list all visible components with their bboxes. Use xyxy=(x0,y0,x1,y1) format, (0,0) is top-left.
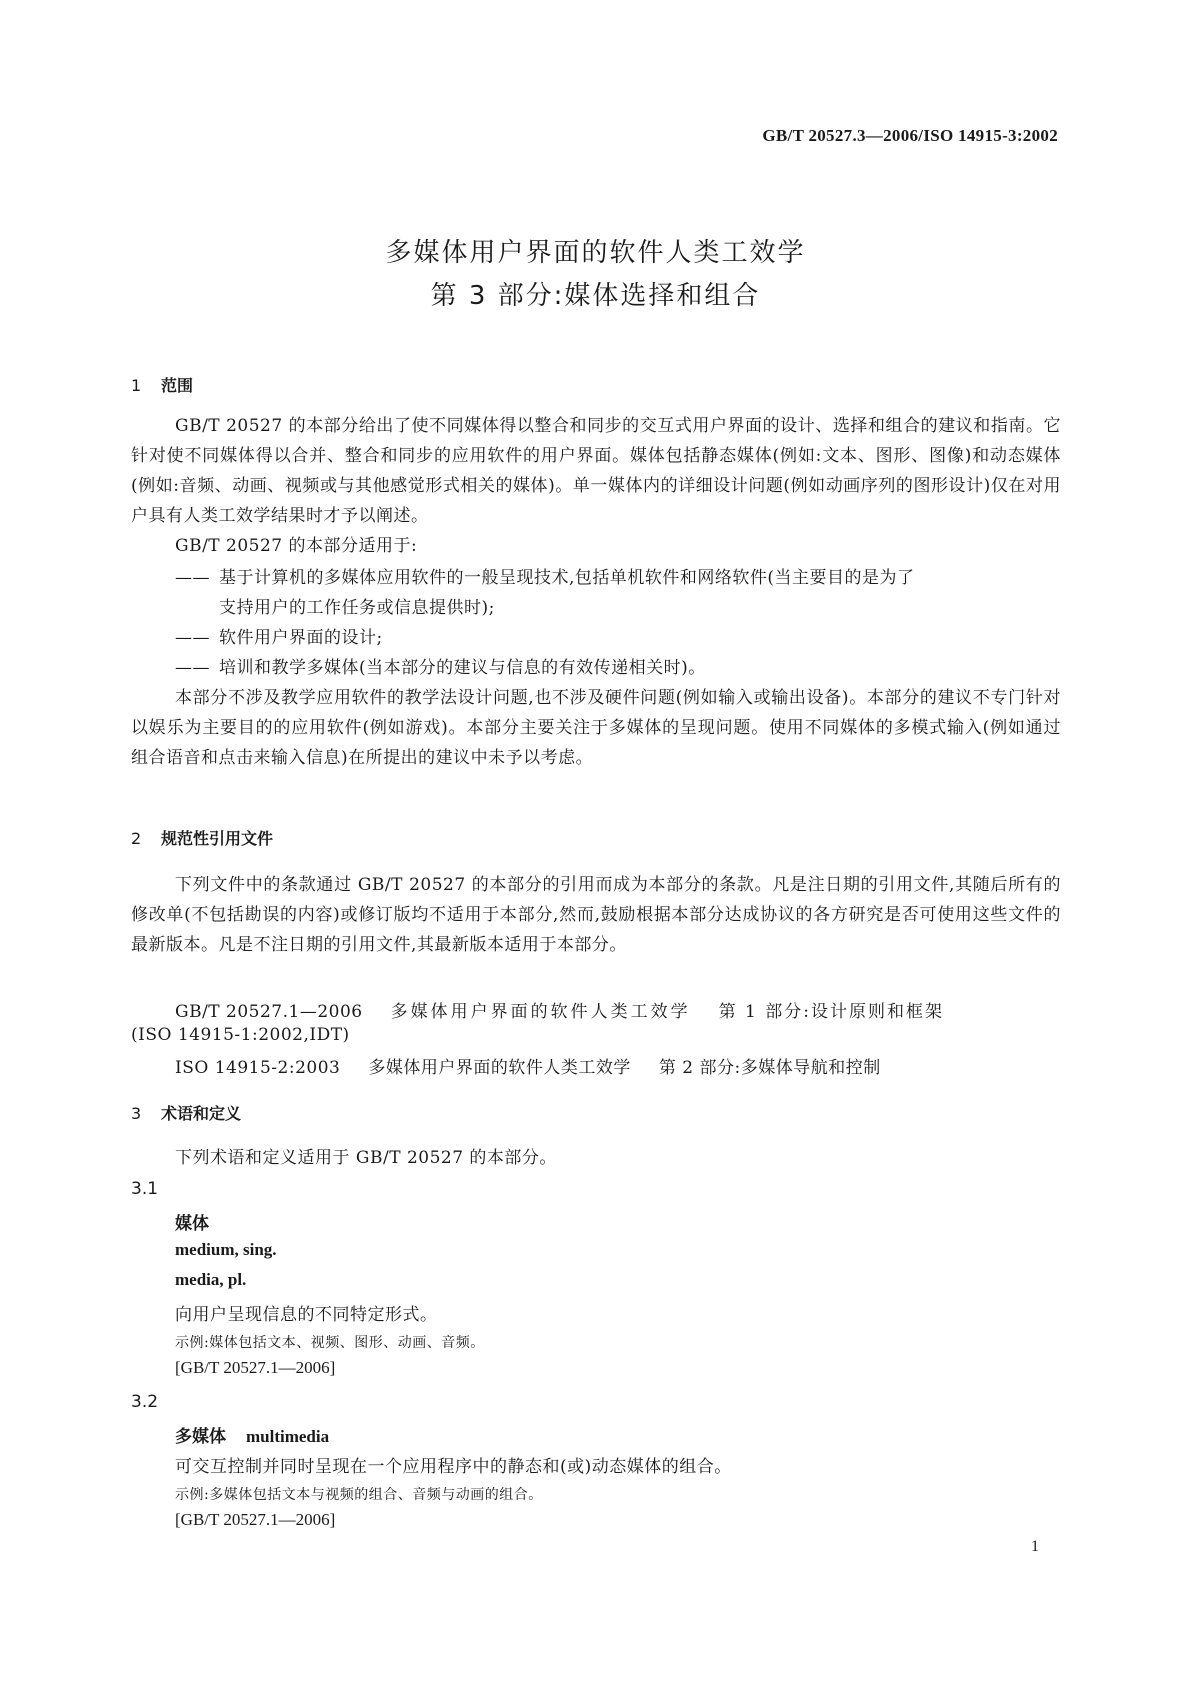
document-title-line2: 第 3 部分:媒体选择和组合 xyxy=(430,281,761,311)
dash-marker: —— xyxy=(175,568,210,588)
list-item xyxy=(175,653,1061,683)
term-number: 3.1 xyxy=(131,1179,159,1199)
page-number: 1 xyxy=(1031,1538,1039,1555)
reference-part: 第 1 部分:设计原则和框架 xyxy=(718,1002,944,1022)
term-definition: 可交互控制并同时呈现在一个应用程序中的静态和(或)动态媒体的组合。 xyxy=(175,1457,732,1477)
term-chinese: 媒体 xyxy=(175,1214,209,1234)
term-source: [GB/T 20527.1—2006] xyxy=(175,1358,336,1377)
term-source: [GB/T 20527.1—2006] xyxy=(175,1510,336,1529)
section-number: 2 xyxy=(131,829,142,848)
term-english-singular: medium, sing. xyxy=(175,1240,277,1259)
term-number: 3.2 xyxy=(131,1392,159,1412)
term-heading xyxy=(175,1422,329,1447)
section-1-paragraph-3: 本部分不涉及教学应用软件的教学法设计问题,也不涉及硬件问题(例如输入或输出设备)。本部分的建议不专门针对以娱乐为主要目的的应用软件(例如游戏)。本部分主要关注于多媒体的呈现问题。使用不同媒体的多模式输入(例如通过组合语音和点击来输入信息)在所提出的建议中未予以考虑。 xyxy=(131,688,1061,768)
section-3-paragraph-1: 下列术语和定义适用于 GB/T 20527 的本部分。 xyxy=(175,1148,557,1168)
section-title: 规范性引用文件 xyxy=(161,829,274,848)
section-title: 术语和定义 xyxy=(161,1104,242,1123)
term-definition: 向用户呈现信息的不同特定形式。 xyxy=(175,1305,438,1325)
normative-reference-2 xyxy=(175,1053,881,1078)
section-1-paragraph-2: GB/T 20527 的本部分适用于: xyxy=(175,536,418,556)
dash-marker: —— xyxy=(175,628,210,648)
term-chinese: 多媒体 xyxy=(175,1427,226,1447)
term-english-plural: media, pl. xyxy=(175,1270,247,1289)
term-example: 示例:多媒体包括文本与视频的组合、音频与动画的组合。 xyxy=(175,1487,543,1503)
list-item-continuation: 支持用户的工作任务或信息提供时); xyxy=(219,598,495,618)
section-3-heading xyxy=(131,1101,241,1124)
standard-id: GB/T 20527.3—2006/ISO 14915-3:2002 xyxy=(762,126,1058,145)
reference-code: ISO 14915-2:2003 xyxy=(175,1058,341,1078)
document-title-line1: 多媒体用户界面的软件人类工效学 xyxy=(385,238,806,268)
list-item-text: 培训和教学多媒体(当本部分的建议与信息的有效传递相关时)。 xyxy=(219,658,706,678)
list-item xyxy=(175,623,1061,653)
section-title: 范围 xyxy=(161,376,194,395)
section-number: 1 xyxy=(131,376,142,395)
term-english: multimedia xyxy=(246,1427,330,1446)
list-item-text: 基于计算机的多媒体应用软件的一般呈现技术,包括单机软件和网络软件(当主要目的是为了 xyxy=(219,568,915,588)
reference-part: 第 2 部分:多媒体导航和控制 xyxy=(658,1058,881,1078)
reference-title: 多媒体用户界面的软件人类工效学 xyxy=(368,1058,631,1078)
dash-marker: —— xyxy=(175,658,210,678)
term-example: 示例:媒体包括文本、视频、图形、动画、音频。 xyxy=(175,1335,485,1351)
normative-reference-1-continuation: (ISO 14915-1:2002,IDT) xyxy=(131,1025,350,1045)
reference-title: 多媒体用户界面的软件人类工效学 xyxy=(390,1002,691,1022)
reference-code: GB/T 20527.1—2006 xyxy=(175,1002,363,1022)
section-1-paragraph-1: GB/T 20527 的本部分给出了使不同媒体得以整合和同步的交互式用户界面的设计、选择和组合的建议和指南。它针对使不同媒体得以合并、整合和同步的应用软件的用户界面。媒体包括静态媒体(例如:文本、图形、图像)和动态媒体(例如:音频、动画、视频或与其他感觉形式相关的媒体)。单一媒体内的详细设计问题(例如动画序列的图形设计)仅在对用户具有人类工效学结果时才予以阐述。 xyxy=(131,416,1061,526)
list-item xyxy=(175,563,1061,593)
section-1-heading xyxy=(131,373,193,396)
section-2-paragraph-1: 下列文件中的条款通过 GB/T 20527 的本部分的引用而成为本部分的条款。凡是注日期的引用文件,其随后所有的修改单(不包括勘误的内容)或修订版均不适用于本部分,然而,鼓励根据本部分达成协议的各方研究是否可使用这些文件的最新版本。凡是不注日期的引用文件,其最新版本适用于本部分。 xyxy=(131,875,1061,955)
normative-reference-1 xyxy=(175,997,944,1022)
list-item-text: 软件用户界面的设计; xyxy=(219,628,383,648)
section-number: 3 xyxy=(131,1104,142,1123)
section-2-heading xyxy=(131,826,273,849)
